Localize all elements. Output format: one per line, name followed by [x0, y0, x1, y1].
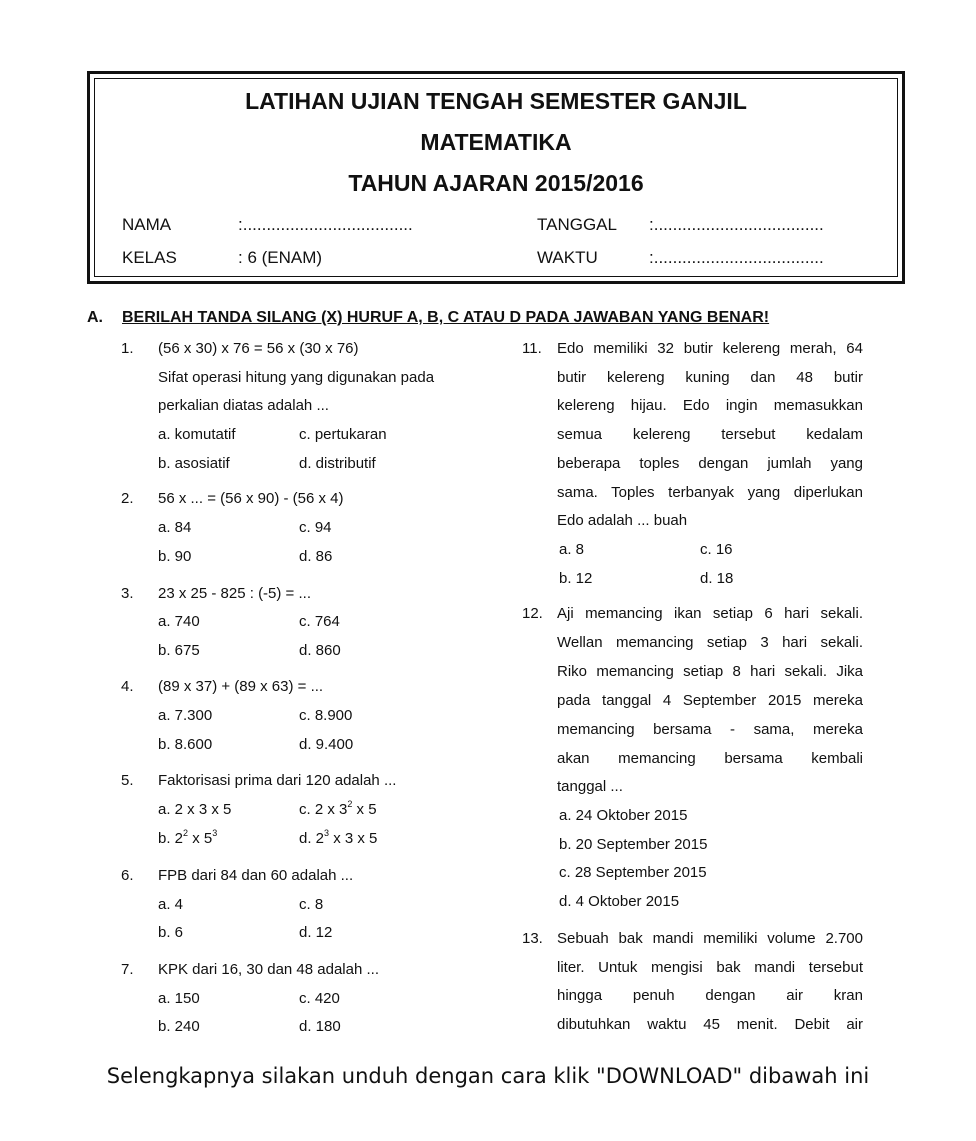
exam-title: LATIHAN UJIAN TENGAH SEMESTER GANJIL: [245, 88, 747, 114]
q12-text-line7: tanggal ...: [557, 778, 623, 795]
q3-text: 23 x 25 - 825 : (-5) = ...: [158, 585, 311, 602]
waktu-field: :....................................: [649, 248, 824, 267]
q11-text-line5: beberapa toples dengan jumlah yang: [557, 455, 863, 472]
section-letter: A.: [87, 309, 103, 326]
q2-option-a: a. 84: [158, 519, 192, 536]
q12-option-b: b. 20 September 2015: [559, 836, 708, 853]
section-instruction: BERILAH TANDA SILANG (X) HURUF A, B, C ATAU D PADA JAWABAN YANG BENAR!: [122, 309, 770, 326]
kelas-label: KELAS: [122, 248, 177, 267]
q12-option-d: d. 4 Oktober 2015: [559, 893, 680, 910]
q6-number: 6.: [121, 867, 134, 884]
download-notice: Selengkapnya silakan unduh dengan cara klik "DOWNLOAD" dibawah ini: [106, 1064, 870, 1088]
q3-option-d: d. 860: [299, 642, 341, 659]
q7-option-b: b. 240: [158, 1018, 200, 1035]
q13-number: 13.: [522, 930, 543, 947]
nama-field: :....................................: [238, 215, 413, 234]
q5-number: 5.: [121, 772, 134, 789]
q11-text-line6: sama. Toples terbanyak yang diperlukan: [557, 484, 863, 501]
q4-option-a: a. 7.300: [158, 707, 213, 724]
school-year: TAHUN AJARAN 2015/2016: [348, 170, 644, 196]
q7-option-d: d. 180: [299, 1018, 341, 1035]
q12-text-line1: Aji memancing ikan setiap 6 hari sekali.: [557, 605, 863, 622]
q6-option-c: c. 8: [299, 896, 324, 913]
q1-text-line3: perkalian diatas adalah ...: [158, 397, 329, 414]
q3-option-a: a. 740: [158, 613, 200, 630]
q11-number: 11.: [522, 340, 542, 357]
q11-text-line1: Edo memiliki 32 butir kelereng merah, 64: [557, 340, 863, 357]
q12-text-line2: Wellan memancing setiap 3 hari sekali.: [557, 634, 863, 651]
tanggal-label: TANGGAL: [537, 215, 617, 234]
q13-text-line3: hingga penuh dengan air kran: [557, 987, 863, 1004]
q1-text: (56 x 30) x 76 = 56 x (30 x 76): [158, 340, 359, 357]
kelas-value: : 6 (ENAM): [238, 248, 323, 267]
q12-option-c: c. 28 September 2015: [559, 864, 707, 881]
tanggal-field: :....................................: [649, 215, 824, 234]
q4-option-d: d. 9.400: [299, 736, 354, 753]
q6-option-d: d. 12: [299, 924, 333, 941]
q13-text-line2: liter. Untuk mengisi bak mandi tersebut: [557, 959, 863, 976]
q5-text: Faktorisasi prima dari 120 adalah ...: [158, 772, 397, 789]
q11-option-c: c. 16: [700, 541, 733, 558]
q11-text-line4: semua kelereng tersebut kedalam: [557, 426, 863, 443]
q6-text: FPB dari 84 dan 60 adalah ...: [158, 867, 354, 884]
q3-number: 3.: [121, 585, 134, 602]
q11-text-line3: kelereng hijau. Edo ingin memasukkan: [557, 397, 863, 414]
q12-text-line5: memancing bersama - sama, mereka: [557, 721, 863, 738]
q4-text: (89 x 37) + (89 x 63) = ...: [158, 678, 324, 695]
q7-text: KPK dari 16, 30 dan 48 adalah ...: [158, 961, 379, 978]
q1-option-b: b. asosiatif: [158, 455, 230, 472]
q5-option-c: c. 2 x $3^2$ x 5: [299, 799, 377, 818]
q7-option-c: c. 420: [299, 990, 340, 1007]
q11-option-b: b. 12: [559, 570, 593, 587]
q11-option-d: d. 18: [700, 570, 734, 587]
q13-text-line1: Sebuah bak mandi memiliki volume 2.700: [557, 930, 863, 947]
q1-option-a: a. komutatif: [158, 426, 236, 443]
q13-text-line4: dibutuhkan waktu 45 menit. Debit air: [557, 1016, 863, 1033]
q6-option-a: a. 4: [158, 896, 184, 913]
q2-option-d: d. 86: [299, 548, 333, 565]
q1-text-line2: Sifat operasi hitung yang digunakan pada: [158, 369, 435, 386]
q12-number: 12.: [522, 605, 543, 622]
q2-text: 56 x ... = (56 x 90) - (56 x 4): [158, 490, 344, 507]
q7-number: 7.: [121, 961, 134, 978]
q12-text-line3: Riko memancing setiap 8 hari sekali. Jika: [557, 663, 863, 680]
q4-option-c: c. 8.900: [299, 707, 353, 724]
q5-option-a: a. 2 x 3 x 5: [158, 801, 232, 818]
q4-option-b: b. 8.600: [158, 736, 213, 753]
q2-number: 2.: [121, 490, 134, 507]
q12-text-line4: pada tanggal 4 September 2015 mereka: [557, 692, 863, 709]
q12-text-line6: akan memancing bersama kembali: [557, 750, 863, 767]
q5-option-d: d. $2^3$ x 3 x 5: [299, 828, 378, 847]
q11-option-a: a. 8: [559, 541, 585, 558]
waktu-label: WAKTU: [537, 248, 598, 267]
q12-option-a: a. 24 Oktober 2015: [559, 807, 688, 824]
q3-option-b: b. 675: [158, 642, 200, 659]
q5-option-b: b. $2^2$ x $5^3$: [158, 828, 218, 847]
q2-option-b: b. 90: [158, 548, 192, 565]
q11-text-line7: Edo adalah ... buah: [557, 512, 688, 529]
q2-option-c: c. 94: [299, 519, 332, 536]
q1-number: 1.: [121, 340, 134, 357]
subject-title: MATEMATIKA: [420, 129, 572, 155]
nama-label: NAMA: [122, 215, 172, 234]
q7-option-a: a. 150: [158, 990, 200, 1007]
q1-option-d: d. distributif: [299, 455, 376, 472]
q6-option-b: b. 6: [158, 924, 184, 941]
q11-text-line2: butir kelereng kuning dan 48 butir: [557, 369, 863, 386]
q1-option-c: c. pertukaran: [299, 426, 387, 443]
q3-option-c: c. 764: [299, 613, 340, 630]
q4-number: 4.: [121, 678, 134, 695]
